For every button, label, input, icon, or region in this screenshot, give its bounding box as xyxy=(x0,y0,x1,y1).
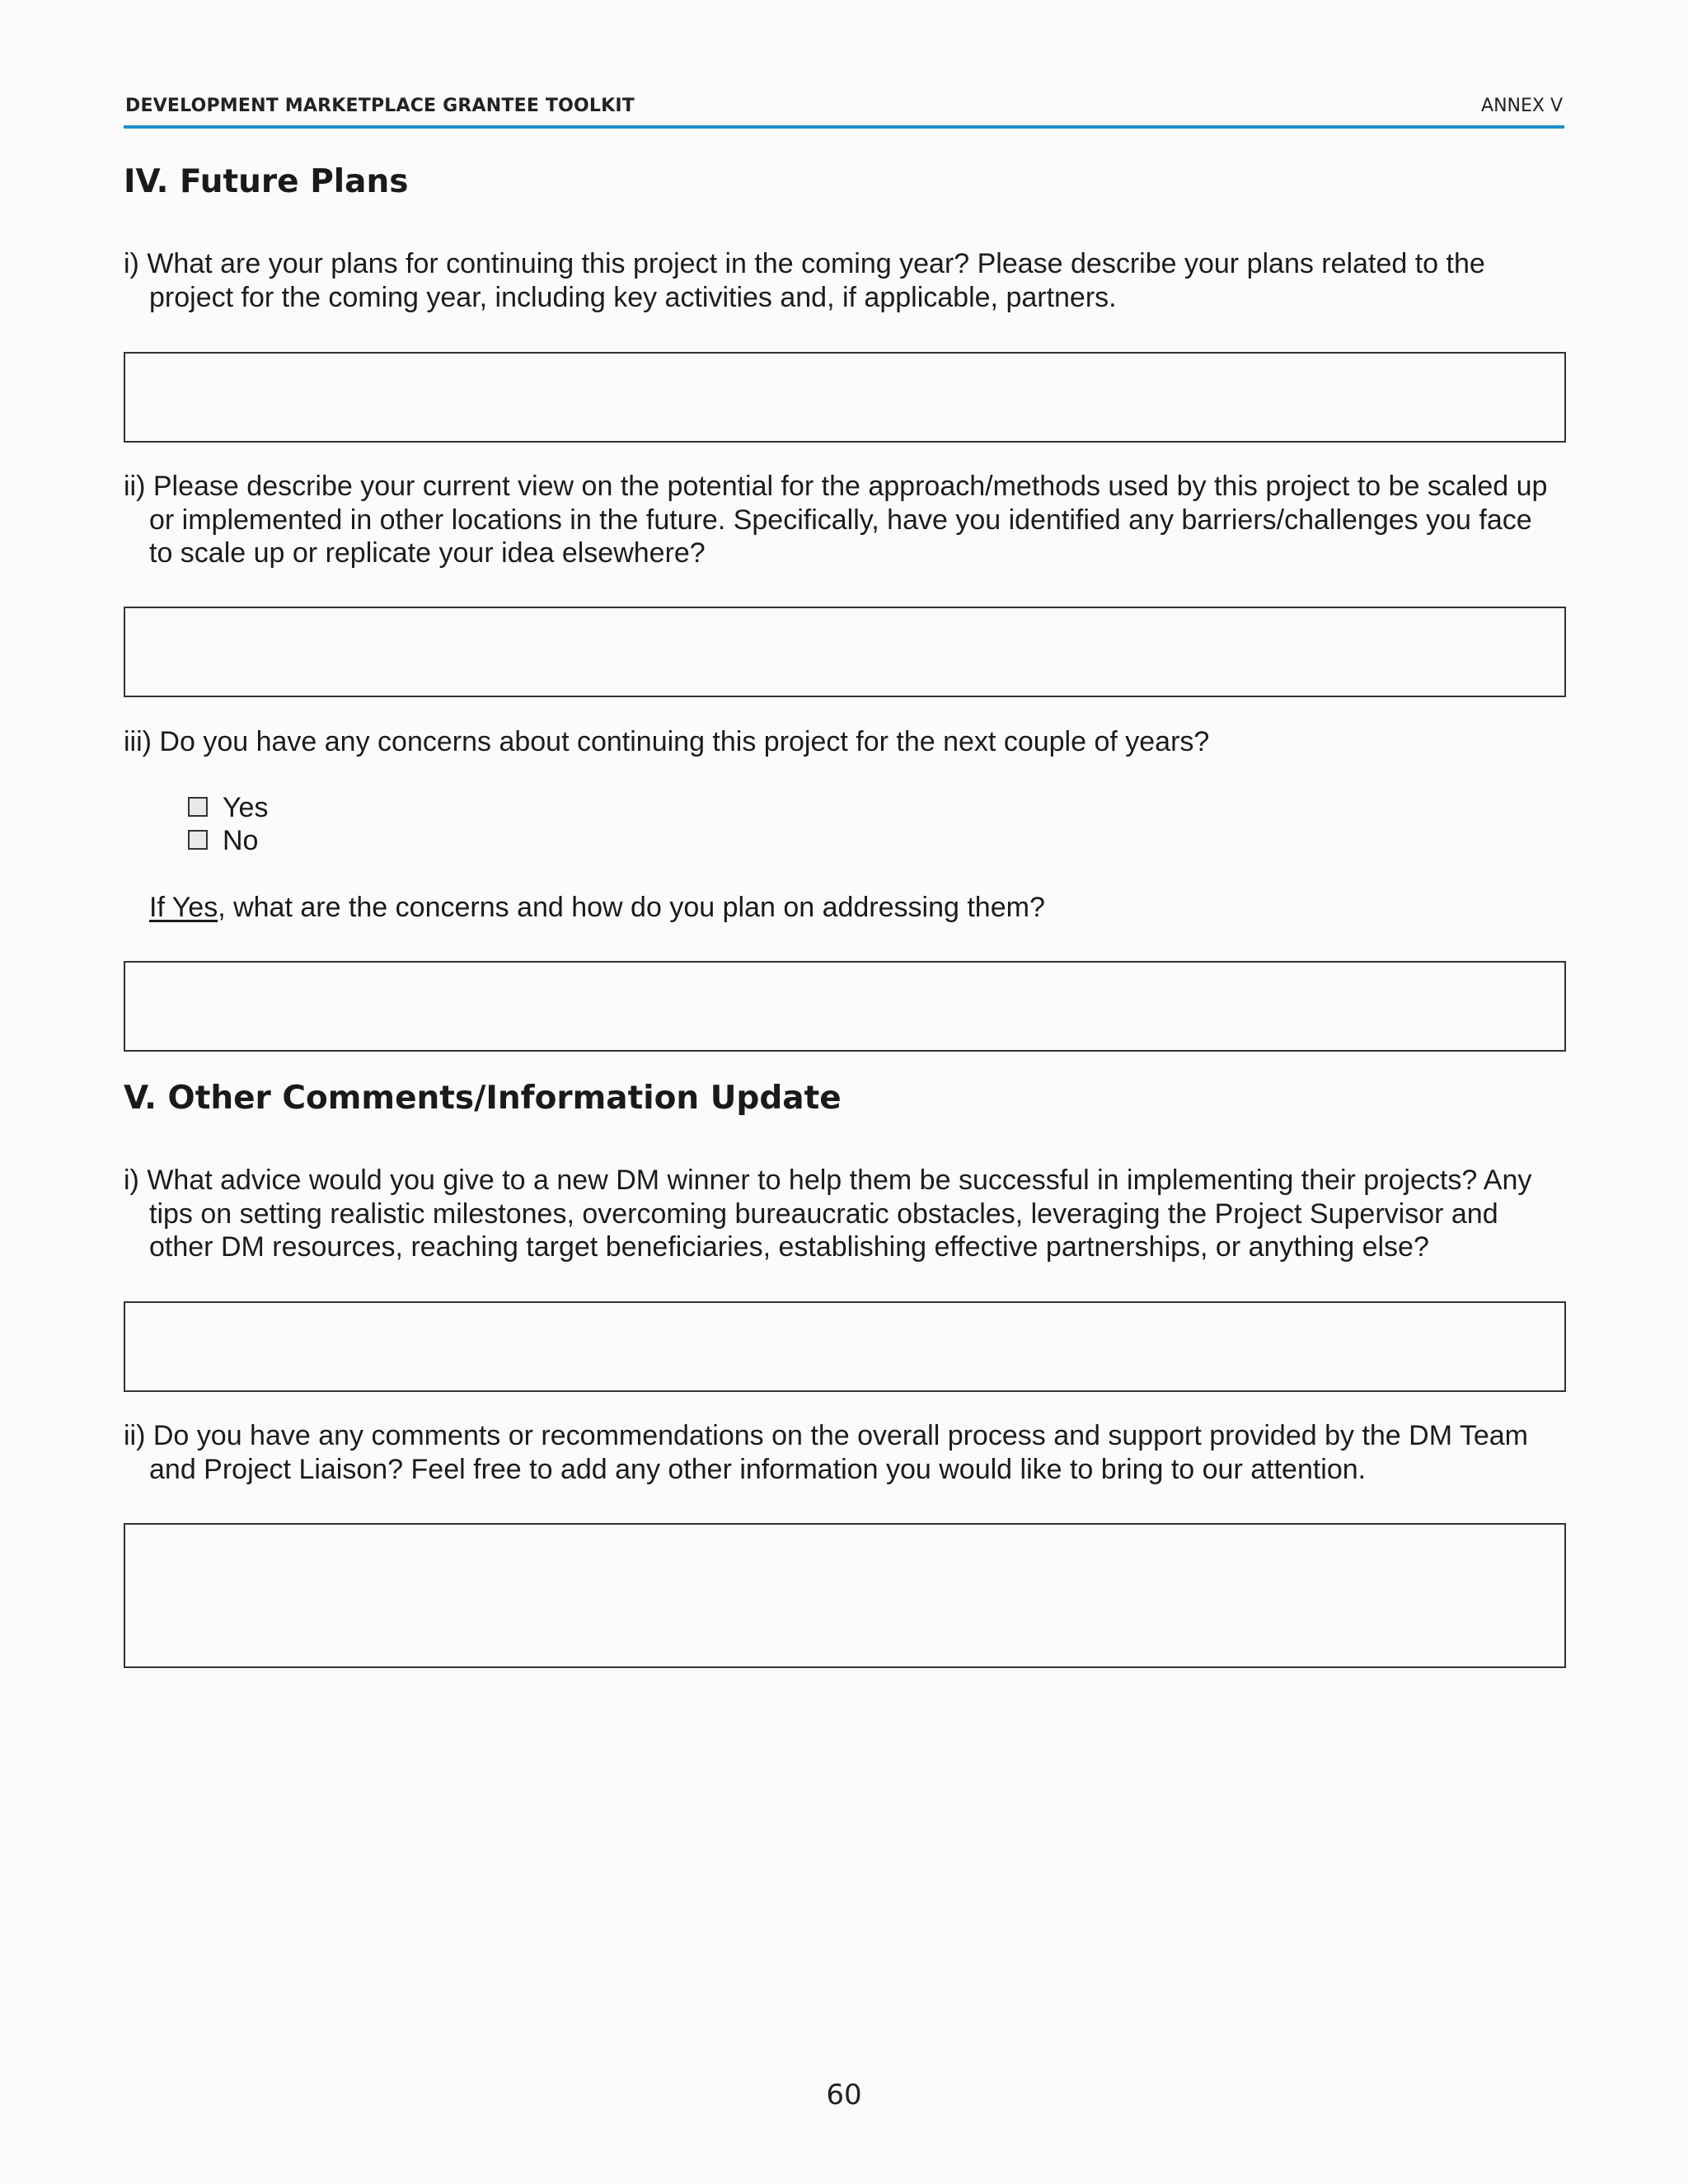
option-yes[interactable] xyxy=(188,791,268,824)
question-line: project for the coming year, including key activities and, if applicable, partners. xyxy=(149,281,1117,313)
followup-question xyxy=(149,891,1045,924)
checkbox-yes[interactable] xyxy=(188,797,208,817)
checkbox-no[interactable] xyxy=(188,830,208,850)
question-line: i) What advice would you give to a new DM winner to help them be successful in implementing their projects? Any xyxy=(124,1165,1532,1196)
option-no-label: No xyxy=(223,825,259,856)
question-line: ii) Do you have any comments or recommendations on the overall process and support provided by the DM Team xyxy=(124,1420,1529,1451)
question-line: to scale up or replicate your idea elsewhere? xyxy=(149,537,706,569)
question-other-comments-ii xyxy=(124,1419,1574,1486)
question-future-plans-ii xyxy=(124,470,1574,570)
question-future-plans-iii xyxy=(124,725,1574,759)
question-line: ii) Please describe your current view on the potential for the approach/methods used by this project to be scaled up xyxy=(124,471,1548,502)
answer-box-other-comments-i[interactable] xyxy=(124,1301,1566,1392)
page-header xyxy=(124,92,1564,129)
option-yes-label: Yes xyxy=(223,792,269,823)
answer-box-other-comments-ii[interactable] xyxy=(124,1523,1566,1668)
section-heading-other-comments: V. Other Comments/Information Update xyxy=(124,1080,842,1117)
question-line: and Project Liaison? Feel free to add any other information you would like to bring to our attention. xyxy=(149,1453,1367,1485)
question-line: tips on setting realistic milestones, overcoming bureaucratic obstacles, leveraging the Project Supervisor and xyxy=(149,1197,1498,1230)
question-line: iii) Do you have any concerns about continuing this project for the next couple of years? xyxy=(124,726,1210,757)
question-future-plans-i xyxy=(124,247,1574,314)
question-line: or implemented in other locations in the future. Specifically, have you identified any barriers/challenges you face xyxy=(149,504,1532,536)
question-line: i) What are your plans for continuing this project in the coming year? Please describe your plans related to the xyxy=(124,248,1485,279)
followup-rest: , what are the concerns and how do you plan on addressing them? xyxy=(218,892,1045,923)
header-annex: ANNEX V xyxy=(1481,96,1563,116)
section-heading-future-plans: IV. Future Plans xyxy=(124,163,409,200)
answer-box-future-plans-ii[interactable] xyxy=(124,607,1566,697)
page-number: 60 xyxy=(826,2079,862,2111)
question-other-comments-i xyxy=(124,1164,1574,1264)
question-line: other DM resources, reaching target beneficiaries, establishing effective partnerships, or anything else? xyxy=(149,1231,1429,1263)
answer-box-concerns[interactable] xyxy=(124,961,1566,1052)
answer-box-future-plans-i[interactable] xyxy=(124,352,1566,443)
header-title: DEVELOPMENT MARKETPLACE GRANTEE TOOLKIT xyxy=(125,96,635,116)
followup-underlined: If Yes xyxy=(149,892,218,923)
option-no[interactable] xyxy=(188,824,258,857)
